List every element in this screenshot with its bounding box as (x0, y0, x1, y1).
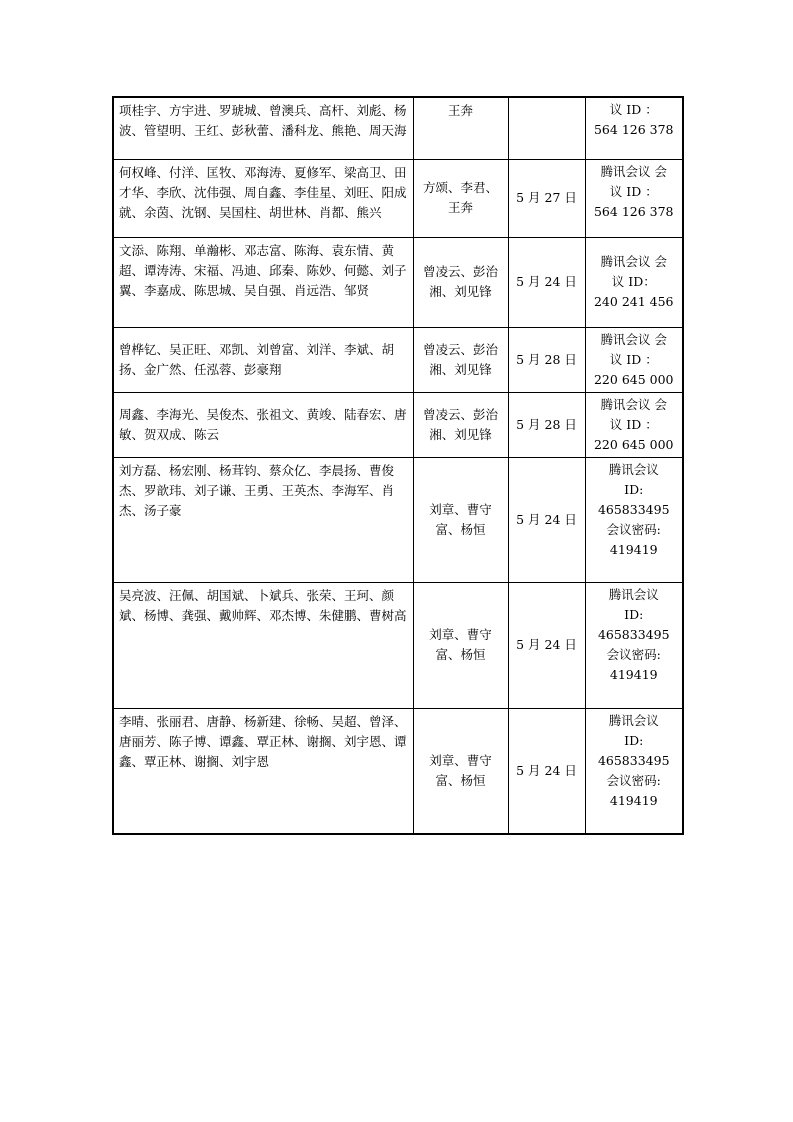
meeting-line: 腾讯会议 会 (600, 163, 667, 179)
meeting-line: 220 645 000 (593, 371, 674, 387)
meeting-line: 465833495 (597, 501, 670, 517)
date-cell (508, 97, 585, 159)
students-cell: 曾桦钇、吴正旺、邓凯、刘曾富、刘洋、李斌、胡扬、金广然、任泓蓉、彭豪翔 (113, 327, 413, 392)
table-row (113, 97, 683, 159)
meeting-cell (585, 582, 683, 708)
meeting-line: 419419 (609, 541, 658, 557)
date-cell: 5 月 27 日 (508, 159, 585, 237)
students-cell: 文添、陈翔、单瀚彬、邓志富、陈海、袁东情、黄超、谭涛涛、宋福、冯迪、邱秦、陈妙、何懿、刘子翼、李嘉成、陈思城、吴自强、肖远浩、邹贤 (113, 237, 413, 327)
meeting-line: 564 126 378 (593, 122, 674, 137)
meeting-line: 议 ID ： (609, 183, 658, 199)
meeting-cell (585, 159, 683, 237)
teachers-cell: 曾凌云、彭治湘、刘见锋 (413, 237, 508, 327)
meeting-line: 腾讯会议 (608, 586, 659, 602)
meeting-line: 腾讯会议 会 (600, 254, 667, 269)
meeting-line: 465833495 (597, 752, 670, 768)
meeting-cell (585, 392, 683, 457)
teachers-cell: 曾凌云、彭治湘、刘见锋 (413, 327, 508, 392)
teachers-cell: 刘章、曹守富、杨恒 (413, 457, 508, 582)
meeting-line: ID: (624, 732, 644, 748)
meeting-line: 腾讯会议 会 (600, 396, 667, 412)
date-cell: 5 月 28 日 (508, 327, 585, 392)
table-row (113, 708, 683, 834)
table-row (113, 237, 683, 327)
meeting-cell (585, 327, 683, 392)
meeting-line: 419419 (609, 666, 658, 682)
date-cell: 5 月 24 日 (508, 237, 585, 327)
teachers-cell: 刘章、曹守富、杨恒 (413, 582, 508, 708)
date-cell: 5 月 28 日 (508, 392, 585, 457)
meeting-line: 419419 (609, 792, 658, 808)
meeting-line: 议 ID ： (609, 416, 658, 432)
date-cell: 5 月 24 日 (508, 457, 585, 582)
teachers-cell: 王奔 (413, 97, 508, 159)
meeting-line: 腾讯会议 会 (600, 331, 667, 347)
meeting-cell (585, 708, 683, 834)
schedule-table (112, 96, 684, 835)
students-cell: 李晴、张丽君、唐静、杨新建、徐畅、吴超、曾泽、唐丽芳、陈子博、谭鑫、覃正林、谢搁、刘宇恩、谭鑫、覃正林、谢搁、刘宇恩 (113, 708, 413, 834)
meeting-line: 会议密码: (606, 772, 661, 788)
students-cell: 吴亮波、汪佩、胡国斌、卜斌兵、张荣、王珂、颜斌、杨博、龚强、戴帅辉、邓杰博、朱健鹏、曹树高 (113, 582, 413, 708)
meeting-line: 564 126 378 (593, 203, 674, 219)
meeting-line: 腾讯会议 (608, 461, 659, 477)
meeting-line: 议 ID： (611, 274, 656, 289)
meeting-line: 会议密码: (606, 521, 661, 537)
students-cell: 刘方磊、杨宏刚、杨茸钧、蔡众亿、李晨扬、曹俊杰、罗歆玮、刘子谦、王勇、王英杰、李海军、肖杰、汤子豪 (113, 457, 413, 582)
meeting-cell (585, 97, 683, 159)
table-row (113, 327, 683, 392)
meeting-line: 议 ID ： (609, 351, 658, 367)
students-cell: 周鑫、李海光、吴俊杰、张祖文、黄竣、陆春宏、唐敏、贺双成、陈云 (113, 392, 413, 457)
meeting-cell (585, 237, 683, 327)
meeting-line: 220 645 000 (593, 436, 674, 452)
meeting-line: 465833495 (597, 626, 670, 642)
meeting-line: ID: (624, 606, 644, 622)
date-cell: 5 月 24 日 (508, 582, 585, 708)
table-row (113, 392, 683, 457)
table-row (113, 582, 683, 708)
meeting-line: ID: (624, 481, 644, 497)
teachers-cell: 方颂、李君、王奔 (413, 159, 508, 237)
teachers-cell: 曾凌云、彭治湘、刘见锋 (413, 392, 508, 457)
meeting-line: 腾讯会议 (608, 712, 659, 728)
students-cell: 项桂宇、方宇进、罗琥城、曾澳兵、高杆、刘彪、杨波、管望明、王红、彭秋蕾、潘科龙、熊艳、周天海 (113, 97, 413, 159)
meeting-cell (585, 457, 683, 582)
meeting-line: 240 241 456 (593, 294, 674, 309)
table-row (113, 457, 683, 582)
students-cell: 何权峰、付洋、匡牧、邓海涛、夏修军、梁高卫、田才华、李欣、沈伟强、周自鑫、李佳星、刘旺、阳成就、余茵、沈钢、吴国柱、胡世林、肖都、熊兴 (113, 159, 413, 237)
meeting-line: 会议密码: (606, 646, 661, 662)
table-row (113, 159, 683, 237)
date-cell: 5 月 24 日 (508, 708, 585, 834)
meeting-line: 议 ID ： (609, 102, 658, 117)
teachers-cell: 刘章、曹守富、杨恒 (413, 708, 508, 834)
